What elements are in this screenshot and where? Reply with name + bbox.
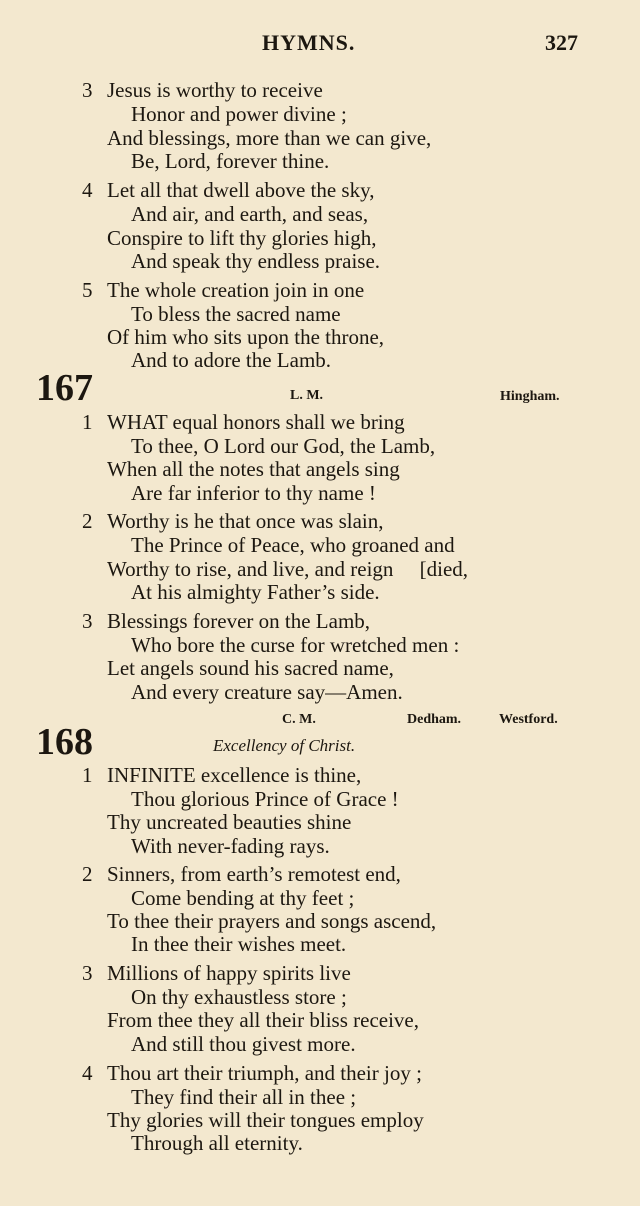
meter-label: L. M.: [290, 388, 324, 403]
tune-name: Hingham.: [500, 389, 560, 404]
stanza-number: 3: [82, 961, 93, 985]
verse-line: And to adore the Lamb.: [131, 348, 332, 372]
verse-line: Who bore the curse for wretched men :: [131, 633, 460, 657]
stanza-number: 5: [82, 278, 93, 302]
meter-label: C. M.: [282, 712, 316, 727]
verse-line: Thou art their triumph, and their joy ;: [107, 1061, 422, 1085]
stanza-number: 2: [82, 862, 93, 886]
verse-line: Through all eternity.: [131, 1131, 303, 1155]
page-number: 327: [545, 30, 578, 55]
verse-line: Honor and power divine ;: [131, 102, 347, 126]
page-header: [0, 30, 640, 58]
stanza-number: 4: [82, 178, 93, 202]
verse-line: Sinners, from earth’s remotest end,: [107, 862, 401, 886]
verse-line: They find their all in thee ;: [131, 1085, 357, 1109]
stanza-number: 2: [82, 509, 93, 533]
verse-line: Let angels sound his sacred name,: [107, 656, 394, 680]
hymn-number: 167: [36, 367, 93, 409]
verse-line: Conspire to lift thy glories high,: [107, 226, 377, 250]
stanza-number: 3: [82, 609, 93, 633]
hymn-number: 168: [36, 721, 93, 763]
stanza-number: 3: [82, 78, 93, 102]
verse-line: Thou glorious Prince of Grace !: [131, 787, 399, 811]
verse-line: On thy exhaustless store ;: [131, 985, 347, 1009]
verse-line: Thy glories will their tongues employ: [107, 1108, 424, 1132]
verse-line: To thee their prayers and songs ascend,: [107, 909, 437, 933]
verse-line: The whole creation join in one: [107, 278, 365, 302]
verse-line: And speak thy endless praise.: [131, 249, 381, 273]
verse-line: Let all that dwell above the sky,: [107, 178, 375, 202]
verse-line: WHAT equal honors shall we bring: [107, 410, 405, 434]
verse-line: In thee their wishes meet.: [131, 932, 347, 956]
verse-line: When all the notes that angels sing: [107, 457, 400, 481]
stanza-number: 4: [82, 1061, 93, 1085]
stanza-number: 1: [82, 410, 93, 434]
hymn-subject: Excellency of Christ.: [213, 736, 356, 755]
verse-line: Come bending at thy feet ;: [131, 886, 355, 910]
verse-line: With never-fading rays.: [131, 834, 330, 858]
verse-line: At his almighty Father’s side.: [131, 580, 380, 604]
tune-name: Dedham.: [407, 712, 462, 727]
verse-line: Blessings forever on the Lamb,: [107, 609, 371, 633]
tune-name: Westford.: [499, 712, 558, 727]
verse-line: Jesus is worthy to receive: [107, 78, 323, 102]
stanza-number: 1: [82, 763, 93, 787]
verse-line: Millions of happy spirits live: [107, 961, 351, 985]
verse-line: And every creature say—Amen.: [131, 680, 403, 704]
verse-line: To thee, O Lord our God, the Lamb,: [131, 434, 436, 458]
verse-line: To bless the sacred name: [131, 302, 341, 326]
verse-line: Worthy is he that once was slain,: [107, 509, 384, 533]
verse-line: The Prince of Peace, who groaned and: [131, 533, 455, 557]
verse-line: Worthy to rise, and live, and reign [died,: [107, 557, 469, 581]
verse-line: And air, and earth, and seas,: [131, 202, 369, 226]
verse-line: And blessings, more than we can give,: [107, 126, 432, 150]
verse-line: From thee they all their bliss receive,: [107, 1008, 419, 1032]
running-title: HYMNS.: [262, 30, 356, 55]
verse-line: Are far inferior to thy name !: [131, 481, 376, 505]
verse-line: INFINITE excellence is thine,: [107, 763, 362, 787]
verse-line: Of him who sits upon the throne,: [107, 325, 385, 349]
verse-line: Be, Lord, forever thine.: [131, 149, 330, 173]
verse-line: And still thou givest more.: [131, 1032, 356, 1056]
verse-line: Thy uncreated beauties shine: [107, 810, 352, 834]
